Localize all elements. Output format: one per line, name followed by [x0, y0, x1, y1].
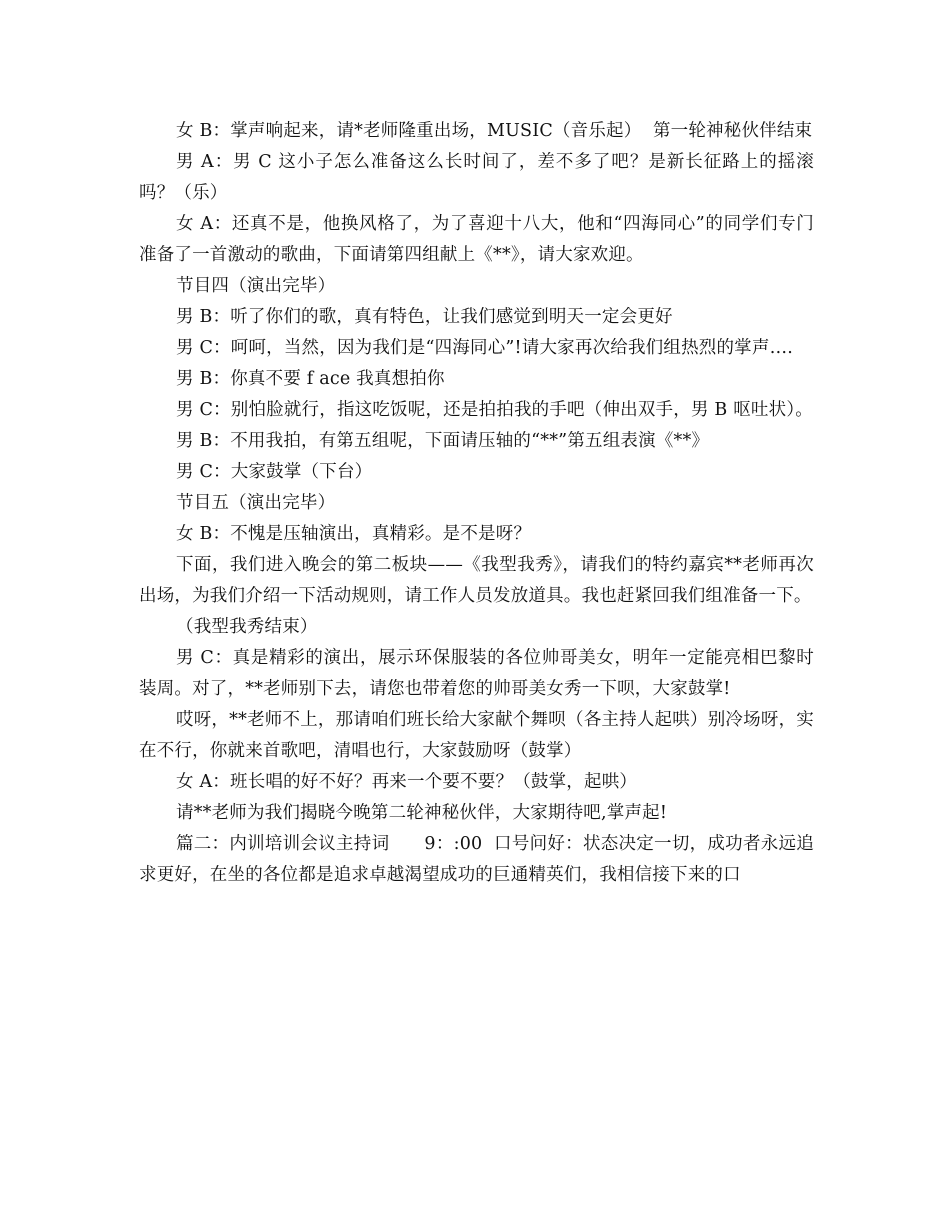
paragraph-show-end: （我型我秀结束） — [176, 617, 318, 637]
paragraph-male-c-reply: 男 C：别怕脸就行，指这吃饭呢，还是拍拍我的手吧（伸出双手，男 B 呕吐状）。 — [176, 400, 813, 420]
paragraph-monitor-dance: 哎呀，**老师不上，那请咱们班长给大家献个舞呗（各主持人起哄）别冷场呀，实在不行，你就来首歌吧，清唱也行，大家鼓励呀（鼓掌） — [139, 710, 814, 761]
paragraph-female-b-praise: 女 B：不愧是压轴演出，真精彩。是不是呀？ — [176, 524, 532, 544]
paragraph-male-b-intro-group-five: 男 B：不用我拍，有第五组呢，下面请压轴的“**”第五组表演《**》 — [176, 431, 710, 451]
paragraph-female-a-encore: 女 A：班长唱的好不好？再来一个要不要？（鼓掌，起哄） — [176, 772, 638, 792]
document-body — [139, 116, 814, 891]
paragraph-female-a-intro-group-four: 女 A：还真不是，他换风格了，为了喜迎十八大，他和“四海同心”的同学们专门准备了一首激动的歌曲，下面请第四组献上《**》，请大家欢迎。 — [139, 214, 814, 265]
paragraph-female-b-applause: 女 B：掌声响起来，请*老师隆重出场，MUSIC（音乐起） 第一轮神秘伙伴结束 — [176, 121, 813, 141]
paragraph-second-round: 请**老师为我们揭晓今晚第二轮神秘伙伴，大家期待吧,掌声起! — [176, 803, 668, 823]
paragraph-program-five-done: 节目五（演出完毕） — [176, 493, 336, 513]
paragraph-male-b-comment: 男 B：听了你们的歌，真有特色，让我们感觉到明天一定会更好 — [176, 307, 673, 327]
paragraph-male-b-joke: 男 B：你真不要 f ace 我真想拍你 — [176, 369, 445, 389]
paragraph-male-c-applause: 男 C：呵呵，当然，因为我们是“四海同心”!请大家再次给我们组热烈的掌声…. — [176, 338, 794, 358]
paragraph-male-a-question: 男 A：男 C 这小子怎么准备这么长时间了，差不多了吧？是新长征路上的摇滚吗？（乐） — [139, 152, 814, 203]
paragraph-male-c-exit: 男 C：大家鼓掌（下台） — [176, 462, 373, 482]
paragraph-program-four-done: 节目四（演出完毕） — [176, 276, 336, 296]
paragraph-second-segment: 下面，我们进入晚会的第二板块——《我型我秀》，请我们的特约嘉宾**老师再次出场，为我们介绍一下活动规则，请工作人员发放道具。我也赶紧回我们组准备一下。 — [139, 555, 814, 606]
paragraph-male-c-fashion: 男 C：真是精彩的演出，展示环保服装的各位帅哥美女，明年一定能亮相巴黎时装周。对了，**老师别下去，请您也带着您的帅哥美女秀一下呗，大家鼓掌! — [139, 648, 814, 699]
paragraph-part-two-training: 篇二：内训培训会议主持词 9：:00 口号问好：状态决定一切，成功者永远追求更好，在坐的各位都是追求卓越渴望成功的巨通精英们，我相信接下来的口 — [139, 834, 814, 885]
